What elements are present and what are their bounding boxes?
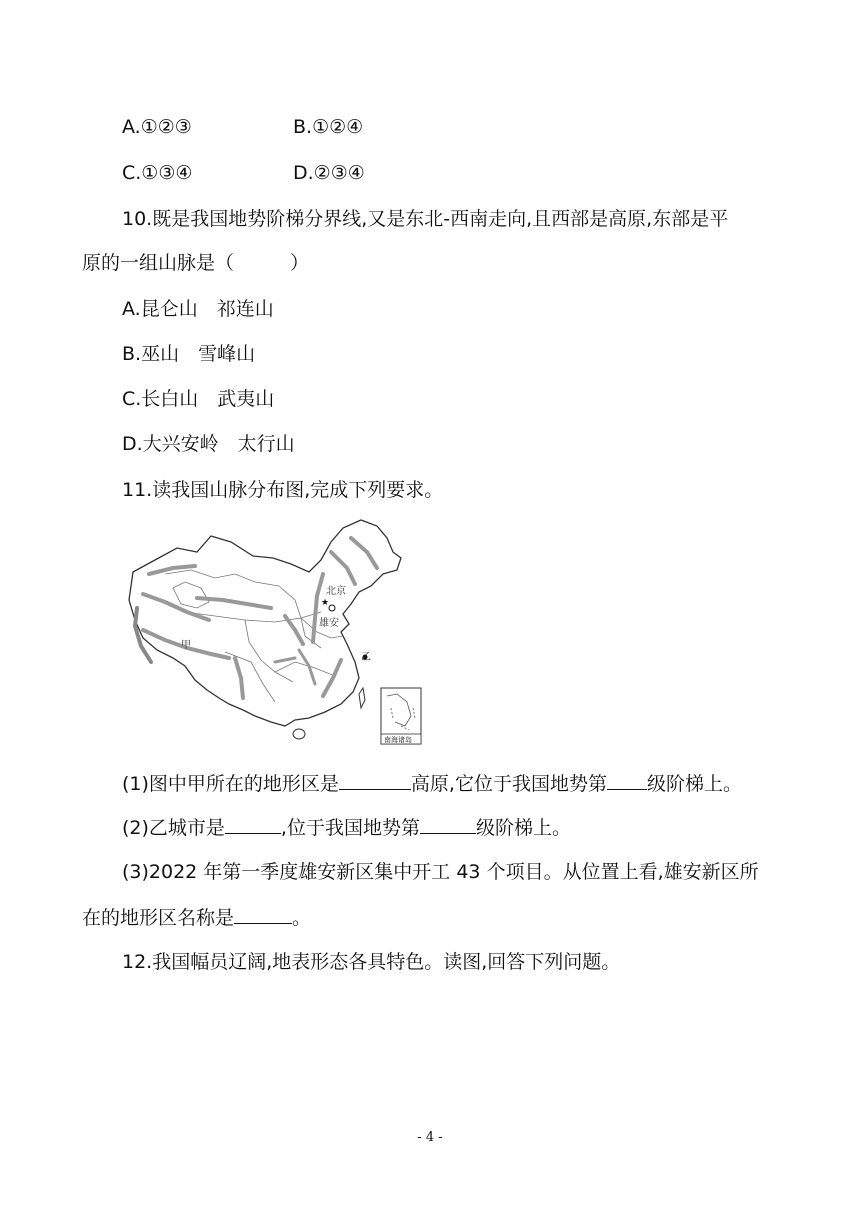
q10-close-paren: ） (290, 252, 310, 274)
q11-part2-text-a: (2)乙城市是 (122, 817, 225, 839)
label-yi: 乙 (361, 652, 371, 663)
q11-part1-text-b: 高原,它位于我国地势第 (410, 773, 607, 795)
label-jia: 甲 (181, 640, 191, 651)
q10-option-d: D.大兴安岭 太行山 (122, 433, 295, 455)
q11-part1-text-c: 级阶梯上。 (646, 773, 742, 795)
internal-boundary (173, 582, 209, 608)
q9-options-row1 (122, 115, 364, 139)
q9-option-c: C.①③④ (122, 162, 193, 184)
china-mountain-map (125, 512, 425, 748)
q9-option-a: A.①②③ (122, 116, 192, 138)
q11-part1-blank1[interactable] (339, 771, 411, 790)
mountain-range (323, 660, 341, 696)
mountain-range (285, 616, 303, 644)
mountain-range (197, 598, 271, 608)
mountain-range (135, 608, 151, 662)
q11-part2-blank1[interactable] (225, 815, 281, 834)
q11-part2-text-b: ,位于我国地势第 (280, 817, 420, 839)
q10-option-a: A.昆仑山 祁连山 (122, 298, 274, 320)
internal-boundary (245, 620, 293, 682)
q10-option-b: B.巫山 雪峰山 (122, 343, 256, 365)
mountain-range (351, 538, 377, 568)
mountain-range (331, 552, 355, 584)
hainan-island (293, 729, 305, 739)
page-number: - 4 - (417, 1130, 443, 1145)
q11-part1-blank2[interactable] (607, 771, 647, 790)
q11-part3-blank[interactable] (234, 905, 292, 924)
q11-part1 (122, 771, 742, 796)
q11-part3-text-b: 。 (292, 907, 312, 929)
q11-part1-text-a: (1)图中甲所在的地形区是 (122, 773, 339, 795)
q11-part2-text-c: 级阶梯上。 (475, 817, 571, 839)
beijing-star: ★ (321, 598, 330, 608)
q9-option-b: B.①②④ (293, 116, 364, 138)
q10-stem-line1: 10.既是我国地势阶梯分界线,又是东北-西南走向,且西部是高原,东部是平 (122, 208, 729, 230)
q11-part3-text-a: 在的地形区名称是 (82, 907, 235, 929)
mountain-range (235, 658, 243, 698)
q10-stem-line2 (82, 251, 309, 275)
q11-part2-blank2[interactable] (420, 815, 476, 834)
q12-stem: 12.我国幅员辽阔,地表形态各具特色。读图,回答下列问题。 (122, 951, 621, 973)
q10-stem-text: 原的一组山脉是（ (82, 252, 235, 274)
taiwan-island (359, 688, 365, 708)
mountain-range (275, 658, 295, 662)
xiongan-marker (329, 605, 335, 611)
label-inset: 南海诸岛 (384, 736, 412, 744)
q11-part2 (122, 815, 571, 840)
q11-part3-line1: (3)2022 年第一季度雄安新区集中开工 43 个项目。从位置上看,雄安新区所 (122, 861, 759, 883)
label-xiongan: 雄安 (319, 618, 339, 629)
mountain-range (313, 574, 323, 642)
internal-boundary (275, 662, 335, 676)
label-beijing: 北京 (326, 586, 346, 597)
q11-part3-line2 (82, 905, 311, 930)
q9-options-row2 (122, 161, 365, 185)
internal-boundary (225, 652, 275, 702)
china-outline (129, 520, 401, 726)
q10-option-c: C.长白山 武夷山 (122, 388, 275, 410)
q9-option-d: D.②③④ (293, 162, 365, 184)
q11-stem: 11.读我国山脉分布图,完成下列要求。 (122, 479, 444, 501)
